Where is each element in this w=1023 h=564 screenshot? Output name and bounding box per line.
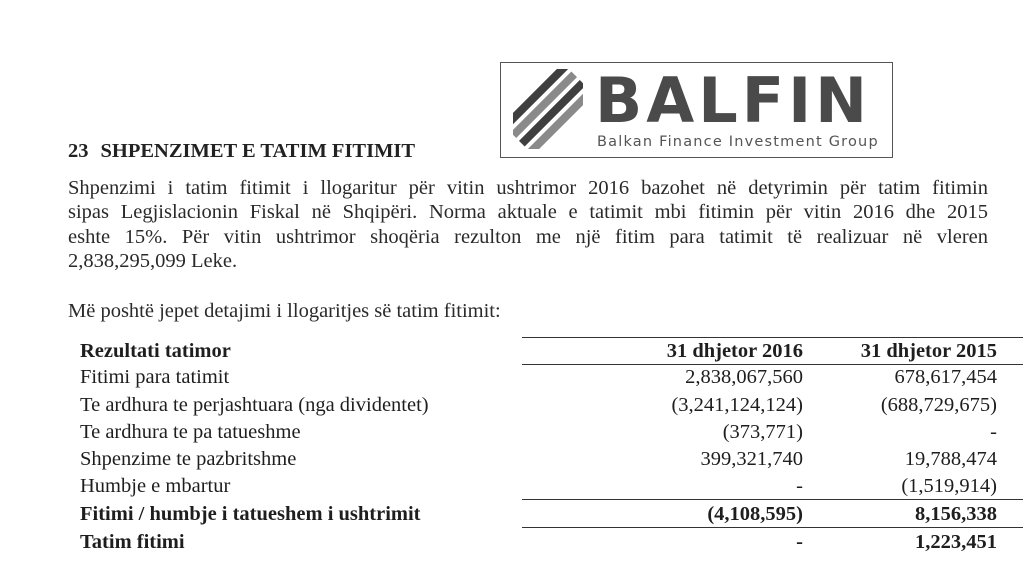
paragraph-line: 2,838,295,099 Leke. [68,250,238,273]
total-row: Tatim fitimi - 1,223,451 [80,531,997,553]
logo-stripes-icon [513,69,583,149]
table-header [80,339,1010,363]
header-2015: 31 dhjetor 2015 [860,340,997,362]
table-row: Humbje e mbartur - (1,519,914) [80,475,997,497]
rule-subtotal-2015 [793,499,1023,500]
section-heading [68,139,415,163]
rule-total-2016 [522,527,819,528]
table-row: Fitimi para tatimit 2,838,067,560 678,617,454 [80,366,997,388]
header-2016: 31 dhjetor 2016 [666,340,803,362]
section-number: 23 [68,140,89,162]
description-paragraph [68,176,988,274]
table-intro: Më poshtë jepet detajimi i llogaritjes së tatim fitimit: [68,300,501,322]
logo-wordmark: BALFIN [595,64,872,137]
balfin-logo [500,62,893,158]
header-label: Rezultati tatimor [80,340,231,362]
rule-subtotal-2016 [522,499,819,500]
rule-total-2015 [793,527,1023,528]
table-row: Te ardhura te perjashtuara (nga dividentet) (3,241,124,124) (688,729,675) [80,394,997,416]
section-title: SHPENZIMET E TATIM FITIMIT [100,140,416,162]
subtotal-row: Fitimi / humbje i tatueshem i ushtrimit (4,108,595) 8,156,338 [80,503,997,525]
paragraph-line: eshte 15%. Për vitin ushtrimor shoqëria rezulton me një fitim para tatimit të realizuar në vleren [68,225,988,248]
rule-top-2016 [522,337,819,338]
logo-tagline: Balkan Finance Investment Group [597,134,879,150]
table-row: Te ardhura te pa tatueshme (373,771) - [80,421,997,443]
paragraph-line: sipas Legjislacionin Fiskal në Shqipëri. Norma aktuale e tatimit mbi fitimin për vitin 2016 dhe 2015 [68,201,988,224]
paragraph-line: Shpenzimi i tatim fitimit i llogaritur për vitin ushtrimor 2016 bazohet në detyrimin për tatim fitimin [68,177,988,199]
table-row: Shpenzime te pazbritshme 399,321,740 19,788,474 [80,448,997,470]
rule-top-2015 [793,337,1023,338]
